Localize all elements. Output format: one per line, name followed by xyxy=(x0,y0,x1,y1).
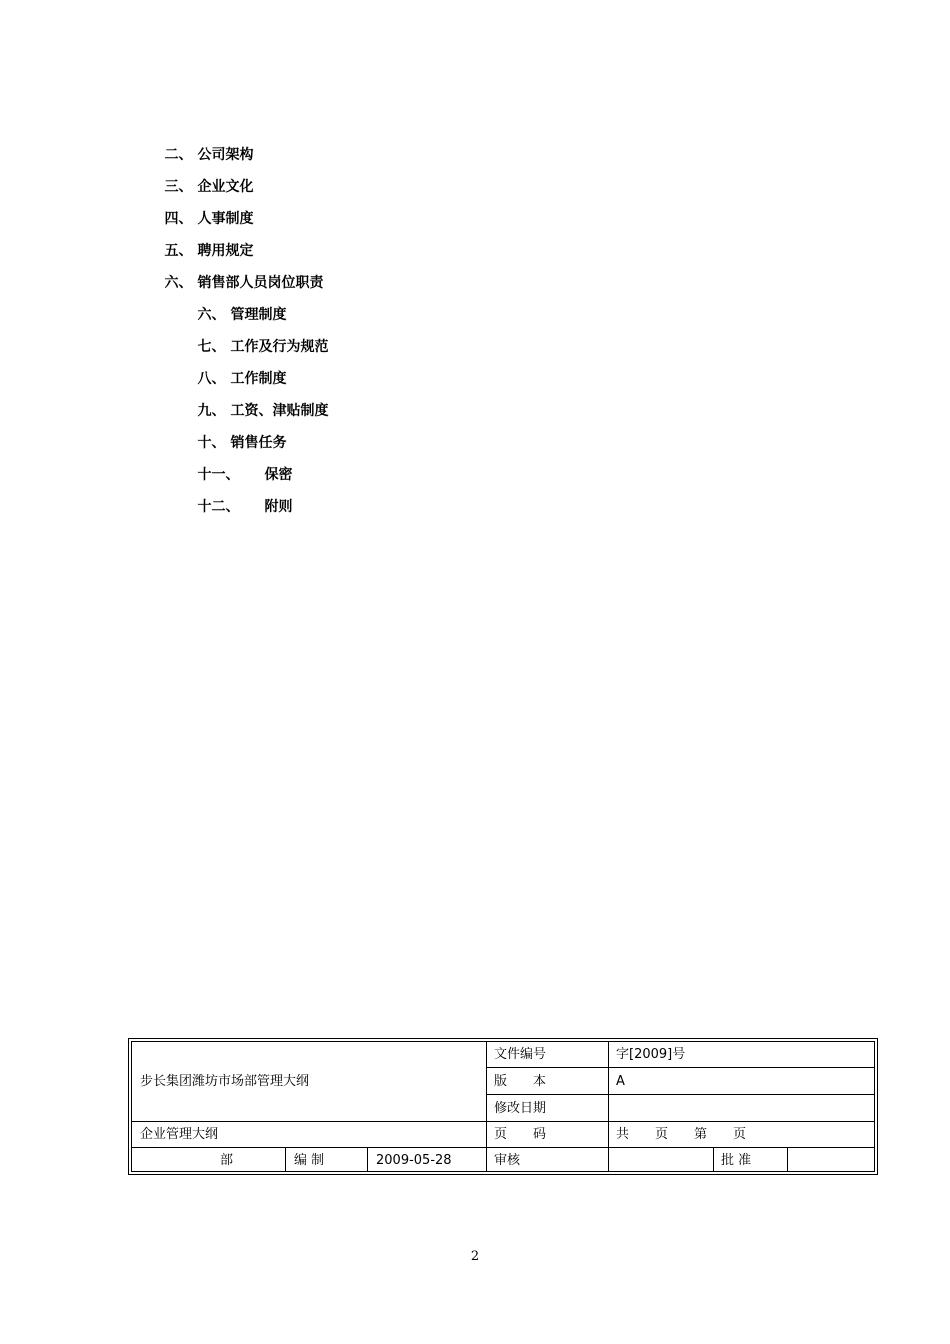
toc-number: 七、 xyxy=(197,339,226,355)
toc-text: 附则 xyxy=(264,499,293,515)
toc-number: 三、 xyxy=(164,179,193,195)
version-value: A xyxy=(616,1074,625,1089)
col-divider xyxy=(608,1042,609,1171)
col-divider xyxy=(486,1042,487,1171)
toc-text: 企业文化 xyxy=(197,179,254,195)
col-divider xyxy=(713,1147,714,1171)
toc-text: 工资、津贴制度 xyxy=(230,403,329,419)
department-label: 部 xyxy=(220,1153,234,1168)
toc-number: 六、 xyxy=(164,275,193,291)
compiled-date: 2009-05-28 xyxy=(376,1153,452,1168)
toc-number: 四、 xyxy=(164,211,193,227)
row-divider xyxy=(486,1067,874,1068)
toc-number: 二、 xyxy=(164,147,193,163)
page-label: 页 码 xyxy=(494,1127,547,1142)
table-inner-border xyxy=(131,1041,875,1172)
col-divider xyxy=(285,1147,286,1171)
toc-text: 销售任务 xyxy=(230,435,287,451)
toc-number: 五、 xyxy=(164,243,193,259)
col-divider xyxy=(787,1147,788,1171)
toc-text: 保密 xyxy=(264,467,293,483)
toc-text: 公司架构 xyxy=(197,147,254,163)
revision-date-label: 修改日期 xyxy=(494,1101,547,1116)
category-label: 企业管理大纲 xyxy=(140,1127,219,1142)
toc-text: 人事制度 xyxy=(197,211,254,227)
toc-subitem xyxy=(178,480,293,534)
toc-number: 八、 xyxy=(197,371,226,387)
toc-text: 工作制度 xyxy=(230,371,287,387)
review-label: 审核 xyxy=(494,1153,521,1168)
approve-label: 批 准 xyxy=(721,1153,752,1168)
page-value: 共 页 第 页 xyxy=(616,1127,747,1142)
toc-text: 销售部人员岗位职责 xyxy=(197,275,324,291)
toc-text: 聘用规定 xyxy=(197,243,254,259)
page-number: 2 xyxy=(470,1249,480,1264)
toc-number: 九、 xyxy=(197,403,226,419)
toc-text: 工作及行为规范 xyxy=(230,339,329,355)
toc-number: 十、 xyxy=(197,435,226,451)
compiled-label: 编 制 xyxy=(294,1153,325,1168)
toc-number: 十二、 xyxy=(197,499,240,515)
version-label: 版 本 xyxy=(494,1074,547,1089)
document-title: 步长集团潍坊市场部管理大纲 xyxy=(140,1074,310,1089)
row-divider xyxy=(486,1094,874,1095)
row-divider xyxy=(132,1121,874,1122)
toc-number: 十一、 xyxy=(197,467,240,483)
col-divider xyxy=(367,1147,368,1171)
file-number-value: 字[2009]号 xyxy=(616,1047,686,1062)
toc-number: 六、 xyxy=(197,307,226,323)
file-number-label: 文件编号 xyxy=(494,1047,547,1062)
toc-text: 管理制度 xyxy=(230,307,287,323)
row-divider xyxy=(132,1147,874,1148)
document-control-table xyxy=(128,1038,878,1175)
